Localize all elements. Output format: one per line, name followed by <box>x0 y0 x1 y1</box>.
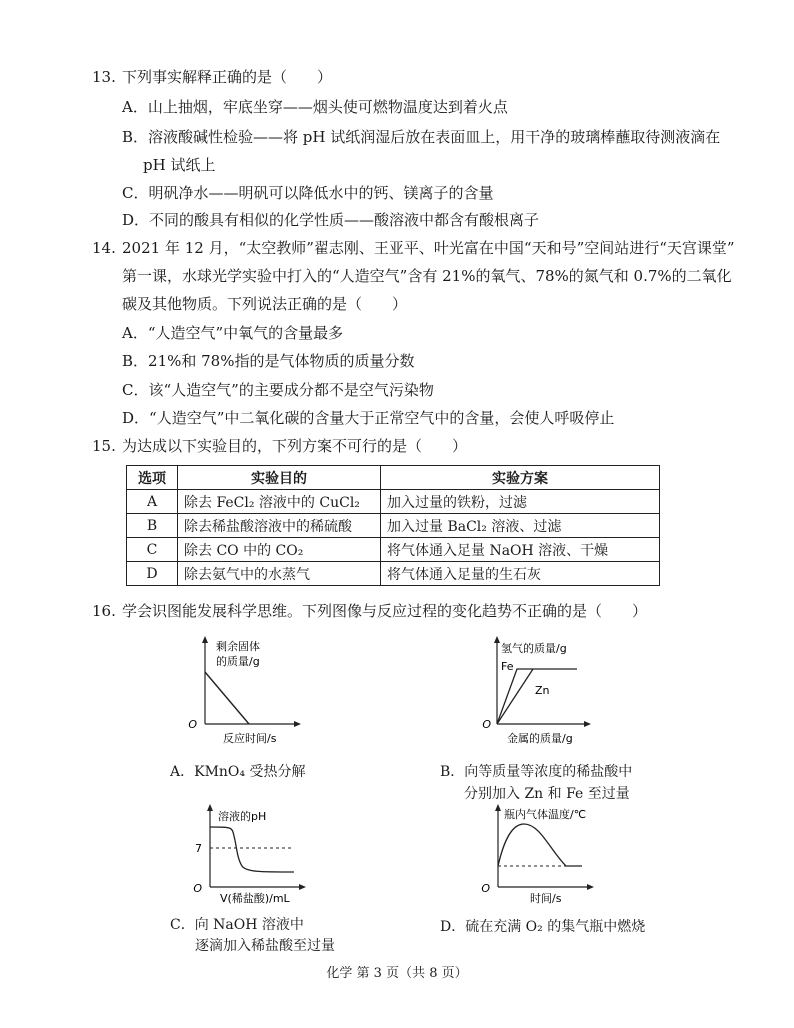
graph-c-y-arrow <box>207 804 213 811</box>
graph-a-origin: O <box>188 718 197 731</box>
graph-d <box>478 800 613 914</box>
graph-c-curve <box>210 827 294 872</box>
question-16-stem: 学会识图能发展科学思维。下列图像与反应过程的变化趋势不正确的是（ ） <box>122 602 648 620</box>
table-cell-method: 将气体通入足量 NaOH 溶液、干燥 <box>381 538 660 562</box>
graph-b-xlabel: 金属的质量/g <box>507 732 573 745</box>
graph-d-ylabel: 瓶内气体温度/℃ <box>504 808 587 821</box>
graph-b-zn-label: Zn <box>535 684 550 697</box>
graph-a-svg <box>185 632 305 747</box>
graph-c-x-arrow <box>299 884 306 890</box>
graph-b-caption-2: 分别加入 Zn 和 Fe 至过量 <box>464 786 630 802</box>
table-header-row <box>127 466 660 490</box>
table-cell-option: A <box>127 490 178 514</box>
table-row <box>127 490 660 514</box>
question-14-option-b: B．21%和 78%指的是气体物质的质量分数 <box>122 352 415 370</box>
question-13-option-b-cont: pH 试纸上 <box>143 156 216 174</box>
table-cell-purpose: 除去 CO 中的 CO₂ <box>178 538 381 562</box>
graph-d-origin: O <box>481 882 490 895</box>
table-header-cell: 实验方案 <box>381 466 660 490</box>
graph-c-svg <box>190 800 320 910</box>
graph-b-y-arrow <box>494 636 500 643</box>
question-14-stem-line-1: 2021 年 12 月，“太空教师”翟志刚、王亚平、叶光富在中国“天和号”空间站进行“天宫课堂” <box>122 239 735 257</box>
question-14-number: 14. <box>92 239 116 257</box>
question-13-option-d: D．不同的酸具有相似的化学性质——酸溶液中都含有酸根离子 <box>122 211 540 229</box>
graph-a-y-arrow <box>202 636 208 643</box>
question-13-option-a: A．山上抽烟，牢底坐穿——烟头使可燃物温度达到着火点 <box>122 98 508 116</box>
graph-b-ylabel: 氢气的质量/g <box>501 642 567 655</box>
graph-c-ylabel: 溶液的pH <box>218 810 267 823</box>
question-14-stem-line-2: 第一课，水球光学实验中打入的“人造空气”含有 21%的氧气、78%的氮气和 0.7%的二氧化 <box>122 267 732 285</box>
graph-d-x-arrow <box>587 884 594 890</box>
graph-d-caption: D．硫在充满 O₂ 的集气瓶中燃烧 <box>440 919 646 935</box>
graph-a-curve <box>205 672 249 724</box>
graph-b-svg <box>477 632 597 747</box>
graph-c-xlabel: V(稀盐酸)/mL <box>220 892 290 905</box>
experiment-table <box>126 465 660 586</box>
page-footer: 化学 第 3 页（共 8 页） <box>326 966 468 981</box>
table-cell-option: C <box>127 538 178 562</box>
graph-c-caption-1: C．向 NaOH 溶液中 <box>170 917 304 933</box>
question-14-option-d: D．“人造空气”中二氧化碳的含量大于正常空气中的含量，会使人呼吸停止 <box>122 409 615 427</box>
table-row <box>127 562 660 586</box>
question-16-number: 16. <box>92 602 116 620</box>
graph-b-fe-label: Fe <box>501 660 514 673</box>
question-13-option-c: C．明矾净水——明矾可以降低水中的钙、镁离子的含量 <box>122 184 494 202</box>
question-13-stem: 下列事实解释正确的是（ ） <box>122 68 333 86</box>
graph-c-seven: 7 <box>195 842 202 855</box>
graph-a-caption: A．KMnO₄ 受热分解 <box>170 764 306 780</box>
graph-d-curve <box>498 824 582 866</box>
question-15-number: 15. <box>92 437 116 455</box>
table-cell-purpose: 除去 FeCl₂ 溶液中的 CuCl₂ <box>178 490 381 514</box>
graph-d-svg <box>478 800 613 910</box>
graph-a-xlabel: 反应时间/s <box>223 732 277 745</box>
table-header-cell: 实验目的 <box>178 466 381 490</box>
graph-a-ylabel-1: 剩余固体 <box>216 640 260 653</box>
table-cell-purpose: 除去氨气中的水蒸气 <box>178 562 381 586</box>
question-15-stem: 为达成以下实验目的，下列方案不可行的是（ ） <box>122 437 468 455</box>
table-row <box>127 538 660 562</box>
table-row <box>127 514 660 538</box>
graph-c-origin: O <box>193 882 202 895</box>
table-cell-purpose: 除去稀盐酸溶液中的稀硫酸 <box>178 514 381 538</box>
question-14-option-c: C．该“人造空气”的主要成分都不是空气污染物 <box>122 381 434 399</box>
table-cell-option: D <box>127 562 178 586</box>
table-cell-method: 加入过量 BaCl₂ 溶液、过滤 <box>381 514 660 538</box>
graph-a-ylabel-2: 的质量/g <box>216 655 260 668</box>
graph-c <box>190 800 320 914</box>
question-13-option-b: B．溶液酸碱性检验——将 pH 试纸润湿后放在表面皿上，用干净的玻璃棒蘸取待测液滴在 <box>122 128 721 146</box>
graph-d-y-arrow <box>495 804 501 811</box>
table-cell-method: 将气体通入足量的生石灰 <box>381 562 660 586</box>
table-header-cell: 选项 <box>127 466 178 490</box>
question-13-number: 13. <box>92 68 116 86</box>
question-14-stem-line-3: 碳及其他物质。下列说法正确的是（ ） <box>122 295 408 313</box>
graph-b-x-arrow <box>584 721 591 727</box>
graph-d-xlabel: 时间/s <box>530 892 562 905</box>
graph-c-caption-2: 逐滴加入稀盐酸至过量 <box>195 938 335 954</box>
graph-b-origin: O <box>482 718 491 731</box>
graph-a <box>185 632 305 751</box>
table-cell-method: 加入过量的铁粉，过滤 <box>381 490 660 514</box>
question-14-option-a: A．“人造空气”中氧气的含量最多 <box>122 324 344 342</box>
graph-a-x-arrow <box>294 721 301 727</box>
table-cell-option: B <box>127 514 178 538</box>
graph-b-caption-1: B．向等质量等浓度的稀盐酸中 <box>440 764 633 780</box>
graph-b-zn-line <box>497 669 533 724</box>
graph-b <box>477 632 597 751</box>
